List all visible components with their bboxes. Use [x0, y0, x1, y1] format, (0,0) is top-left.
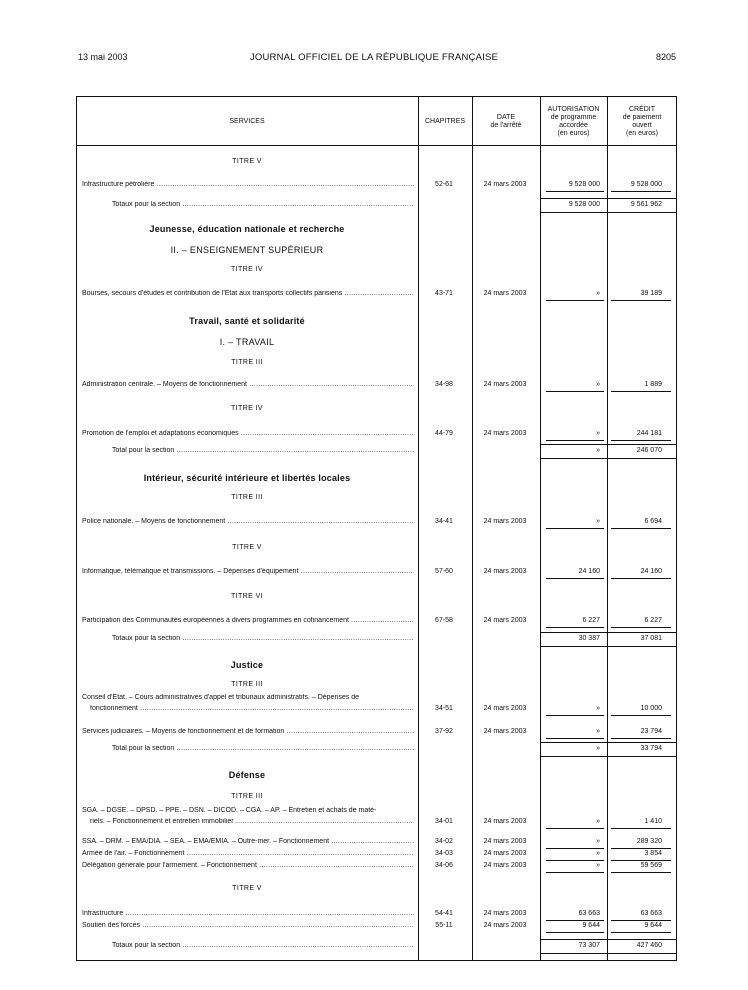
chapitre-cell: 37-92: [435, 728, 453, 735]
total-rule: [540, 953, 677, 954]
amount-underline: [611, 391, 671, 392]
subsection-heading: II. – ENSEIGNEMENT SUPÉRIEUR: [170, 245, 324, 255]
credit-cell: 1 410: [644, 818, 662, 825]
amount-underline: [611, 860, 671, 861]
chapitre-cell: 34-06: [435, 862, 453, 869]
col-divider: [472, 96, 473, 961]
col-header-cred-l2: de paiement: [622, 114, 662, 121]
total-rule: [540, 212, 677, 213]
credit-cell: 1 889: [644, 381, 662, 388]
autorisation-cell: »: [596, 862, 600, 869]
credit-cell: 63 663: [640, 910, 662, 917]
total-rule: [540, 646, 677, 647]
section-heading: Travail, santé et solidarité: [189, 316, 305, 326]
amount-underline: [546, 738, 604, 739]
col-divider: [418, 96, 419, 961]
amount-underline: [546, 848, 604, 849]
col-header-auth-l2: de programme: [550, 114, 597, 121]
amount-underline: [546, 191, 604, 192]
amount-underline: [546, 920, 604, 921]
date-cell: 24 mars 2003: [483, 850, 527, 857]
col-header-date-l1: DATE: [496, 114, 516, 121]
col-header-credit: [607, 106, 677, 138]
date-cell: 24 mars 2003: [483, 617, 527, 624]
autorisation-cell: 63 663: [578, 910, 600, 917]
total-rule: [540, 198, 677, 199]
total-rule: [540, 939, 677, 940]
credit-cell: 244 181: [636, 430, 662, 437]
credit-cell: 6 227: [644, 617, 662, 624]
total-label: Totaux pour la section .....: [112, 942, 414, 949]
credit-cell: 289 320: [636, 838, 662, 845]
amount-underline: [546, 860, 604, 861]
total-rule: [540, 632, 677, 633]
service-label: Délégation générale pour l'armement. – Fonctionnement .....: [82, 862, 414, 869]
amount-underline: [611, 828, 671, 829]
section-heading: Jeunesse, éducation nationale et recherche: [149, 224, 345, 234]
col-header-chapitres: CHAPITRES: [424, 118, 466, 125]
autorisation-cell: »: [596, 290, 600, 297]
date-cell: 24 mars 2003: [483, 518, 527, 525]
amount-underline: [611, 191, 671, 192]
col-header-date-l2: de l'arrêté: [490, 122, 522, 129]
total-credit: 427 460: [636, 942, 662, 949]
titre-heading: TITRE IV: [231, 405, 263, 412]
service-label: Soutien des forces .....: [82, 922, 414, 929]
journal-title: JOURNAL OFFICIEL DE LA RÉPUBLIQUE FRANÇAISE: [249, 52, 499, 63]
col-header-cred-l3: ouvert: [632, 122, 652, 129]
amount-underline: [611, 578, 671, 579]
header-rule: [76, 145, 677, 146]
chapitre-cell: 57-60: [435, 568, 453, 575]
titre-heading: TITRE III: [231, 793, 263, 800]
col-header-services: SERVICES: [229, 118, 265, 125]
total-credit: 9 561 962: [630, 201, 662, 208]
titre-heading: TITRE IV: [231, 266, 263, 273]
autorisation-cell: »: [596, 430, 600, 437]
total-autorisation: »: [596, 745, 600, 752]
total-autorisation: 73 307: [578, 942, 600, 949]
chapitre-cell: 54-41: [435, 910, 453, 917]
titre-heading: TITRE III: [231, 359, 263, 366]
total-credit: 246 070: [636, 447, 662, 454]
date-cell: 24 mars 2003: [483, 728, 527, 735]
amount-underline: [611, 920, 671, 921]
total-label: Totaux pour la section .....: [112, 201, 414, 208]
chapitre-cell: 34-02: [435, 838, 453, 845]
col-header-cred-l1: CRÉDIT: [628, 106, 656, 113]
service-label-cont: fonctionnement .....: [90, 705, 414, 712]
chapitre-cell: 34-98: [435, 381, 453, 388]
date-cell: 24 mars 2003: [483, 862, 527, 869]
service-label-cont: riels. – Fonctionnement et entretien immobilier .....: [90, 818, 414, 825]
credit-cell: 39 189: [640, 290, 662, 297]
date-cell: 24 mars 2003: [483, 181, 527, 188]
amount-underline: [611, 848, 671, 849]
amount-underline: [546, 528, 604, 529]
date-cell: 24 mars 2003: [483, 568, 527, 575]
subsection-heading: I. – TRAVAIL: [219, 337, 275, 347]
amount-underline: [546, 578, 604, 579]
section-heading: Défense: [228, 770, 266, 780]
amount-underline: [611, 440, 671, 441]
autorisation-cell: »: [596, 381, 600, 388]
autorisation-cell: »: [596, 518, 600, 525]
col-header-autorisation: [540, 106, 607, 138]
date-cell: 24 mars 2003: [483, 922, 527, 929]
date-cell: 24 mars 2003: [483, 705, 527, 712]
chapitre-cell: 34-51: [435, 705, 453, 712]
page-number: 8205: [655, 52, 676, 62]
service-label: Infrastructure pétrolière .....: [82, 181, 414, 188]
credit-cell: 23 794: [640, 728, 662, 735]
total-label: Total pour la section .....: [112, 447, 414, 454]
date-cell: 24 mars 2003: [483, 430, 527, 437]
service-label: Participation des Communautés européennes à divers programmes en cofinancement .....: [82, 617, 414, 624]
service-label: Bourses, secours d'études et contribution de l'Etat aux transports collectifs parisiens .....: [82, 290, 414, 297]
autorisation-cell: 9 528 000: [568, 181, 600, 188]
total-rule: [540, 742, 677, 743]
titre-heading: TITRE III: [231, 494, 263, 501]
section-heading: Intérieur, sécurité intérieure et libertés locales: [143, 473, 351, 483]
credit-cell: 59 569: [640, 862, 662, 869]
total-autorisation: 9 528 000: [568, 201, 600, 208]
amount-underline: [611, 528, 671, 529]
service-label: Police nationale. – Moyens de fonctionnement .....: [82, 518, 414, 525]
amount-underline: [611, 738, 671, 739]
service-label: Armée de l'air. – Fonctionnement .....: [82, 850, 414, 857]
date-cell: 24 mars 2003: [483, 910, 527, 917]
amount-underline: [546, 932, 604, 933]
amount-underline: [546, 300, 604, 301]
total-rule: [540, 458, 677, 459]
total-label: Total pour la section .....: [112, 745, 414, 752]
autorisation-cell: »: [596, 818, 600, 825]
total-credit: 33 794: [640, 745, 662, 752]
credit-cell: 9 644: [644, 922, 662, 929]
allocation-table: [76, 96, 677, 961]
total-rule: [540, 756, 677, 757]
date-cell: 24 mars 2003: [483, 290, 527, 297]
autorisation-cell: 6 227: [582, 617, 600, 624]
col-divider: [607, 96, 608, 961]
date-cell: 24 mars 2003: [483, 381, 527, 388]
amount-underline: [546, 828, 604, 829]
amount-underline: [546, 715, 604, 716]
chapitre-cell: 67-58: [435, 617, 453, 624]
credit-cell: 24 160: [640, 568, 662, 575]
titre-heading: TITRE III: [231, 681, 263, 688]
amount-underline: [546, 440, 604, 441]
credit-cell: 10 000: [640, 705, 662, 712]
amount-underline: [611, 872, 671, 873]
total-rule: [540, 444, 677, 445]
credit-cell: 9 528 000: [630, 181, 662, 188]
total-credit: 37 081: [640, 635, 662, 642]
autorisation-cell: »: [596, 705, 600, 712]
titre-heading: TITRE VI: [231, 593, 263, 600]
service-label: Infrastructure .....: [82, 910, 414, 917]
chapitre-cell: 34-01: [435, 818, 453, 825]
autorisation-cell: »: [596, 838, 600, 845]
col-header-auth-l3: accordée: [559, 122, 588, 129]
service-label: Informatique, télématique et transmissions. – Dépenses d'équipement .....: [82, 568, 414, 575]
service-label: Services judiciaires. – Moyens de fonctionnement et de formation .....: [82, 728, 414, 735]
col-header-auth-l1: AUTORISATION: [547, 106, 600, 113]
section-heading: Justice: [230, 660, 264, 670]
amount-underline: [546, 391, 604, 392]
total-autorisation: »: [596, 447, 600, 454]
chapitre-cell: 52-61: [435, 181, 453, 188]
autorisation-cell: »: [596, 728, 600, 735]
total-label: Totaux pour la section .....: [112, 635, 414, 642]
titre-heading: TITRE V: [232, 885, 262, 892]
credit-cell: 6 694: [644, 518, 662, 525]
service-label: SGA. – DGSE. – DPSD. – PPE. – DSN. – DICOD. – CGA. – AP. – Entretien et achats de maté-: [82, 807, 377, 814]
service-label: SSA. – DRM. – EMA/DIA. – SEA. – EMA/EMIA. – Outre-mer. – Fonctionnement .....: [82, 838, 414, 845]
amount-underline: [611, 627, 671, 628]
date-cell: 24 mars 2003: [483, 838, 527, 845]
service-label: Promotion de l'emploi et adaptations économiques .....: [82, 430, 414, 437]
autorisation-cell: 9 644: [582, 922, 600, 929]
total-autorisation: 30 387: [578, 635, 600, 642]
titre-heading: TITRE V: [232, 544, 262, 551]
chapitre-cell: 43-71: [435, 290, 453, 297]
chapitre-cell: 34-41: [435, 518, 453, 525]
amount-underline: [611, 932, 671, 933]
amount-underline: [546, 627, 604, 628]
titre-heading: TITRE V: [232, 158, 262, 165]
service-label: Conseil d'Etat. – Cours administratives d'appel et tribunaux administratifs. – Dépenses de: [82, 694, 359, 701]
col-divider: [540, 96, 541, 961]
col-header-date: [472, 114, 540, 130]
header-date: 13 mai 2003: [78, 52, 128, 62]
chapitre-cell: 55-11: [435, 922, 453, 929]
col-header-cred-l4: (en euros): [626, 130, 658, 137]
chapitre-cell: 34-03: [435, 850, 453, 857]
autorisation-cell: 24 160: [578, 568, 600, 575]
credit-cell: 3 854: [644, 850, 662, 857]
chapitre-cell: 44-79: [435, 430, 453, 437]
autorisation-cell: »: [596, 850, 600, 857]
amount-underline: [611, 300, 671, 301]
amount-underline: [611, 715, 671, 716]
service-label: Administration centrale. – Moyens de fonctionnement .....: [82, 381, 414, 388]
col-header-auth-l4: (en euros): [557, 130, 590, 137]
amount-underline: [546, 872, 604, 873]
date-cell: 24 mars 2003: [483, 818, 527, 825]
